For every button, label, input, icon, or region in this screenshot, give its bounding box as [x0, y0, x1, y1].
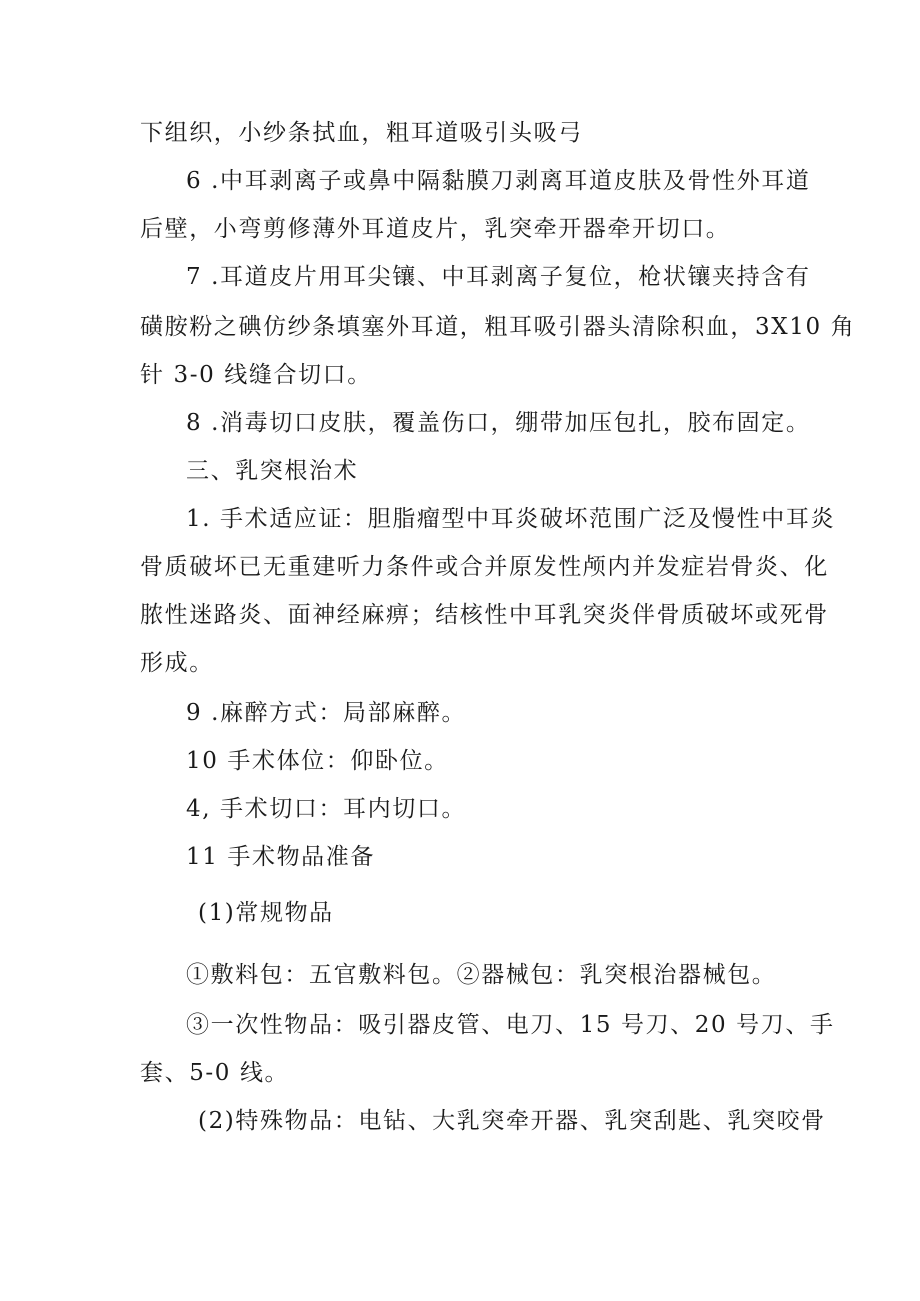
special-items-line: (2)特殊物品：电钻、大乳突牵开器、乳突刮匙、乳突咬骨 — [198, 1108, 826, 1134]
indication-line-2: 骨质破坏已无重建听力条件或合并原发性颅内并发症岩骨炎、化 — [140, 554, 829, 580]
disposables-line-1: ③一次性物品：吸引器皮管、电刀、15 号刀、20 号刀、手 — [186, 1012, 835, 1038]
section-heading: 三、乳突根治术 — [186, 458, 359, 484]
step-8-line: 8 .消毒切口皮肤，覆盖伤口，绷带加压包扎，胶布固定。 — [186, 410, 811, 436]
step-6-line-1: 6 .中耳剥离子或鼻中隔黏膜刀剥离耳道皮肤及骨性外耳道 — [186, 168, 811, 194]
step-7-line-1: 7 .耳道皮片用耳尖镶、中耳剥离子复位，枪状镶夹持含有 — [186, 264, 811, 290]
dressing-instrument-line: ①敷料包：五官敷料包。②器械包：乳突根治器械包。 — [186, 962, 777, 988]
position-line: 10 手术体位：仰卧位。 — [186, 748, 449, 774]
indication-line-1: 1. 手术适应证：胆脂瘤型中耳炎破坏范围广泛及慢性中耳炎 — [186, 506, 836, 532]
text-line: 下组织，小纱条拭血，粗耳道吸引头吸弓 — [140, 120, 583, 146]
incision-line: 4, 手术切口：耳内切口。 — [186, 796, 467, 822]
indication-line-4: 形成。 — [140, 650, 214, 676]
step-6-line-2: 后壁，小弯剪修薄外耳道皮片，乳突牵开器牵开切口。 — [140, 216, 731, 242]
indication-line-3: 脓性迷路炎、面神经麻痹；结核性中耳乳突炎伴骨质破坏或死骨 — [140, 602, 829, 628]
anesthesia-line: 9 .麻醉方式：局部麻醉。 — [186, 700, 467, 726]
step-7-line-2: 磺胺粉之碘仿纱条填塞外耳道，粗耳吸引器头清除积血，3X10 角 — [140, 314, 856, 340]
step-7-line-3: 针 3-0 线缝合切口。 — [140, 362, 372, 388]
supplies-heading: 11 手术物品准备 — [186, 844, 375, 870]
disposables-line-2: 套、5-0 线。 — [140, 1060, 290, 1086]
routine-items-heading: (1)常规物品 — [198, 900, 334, 926]
